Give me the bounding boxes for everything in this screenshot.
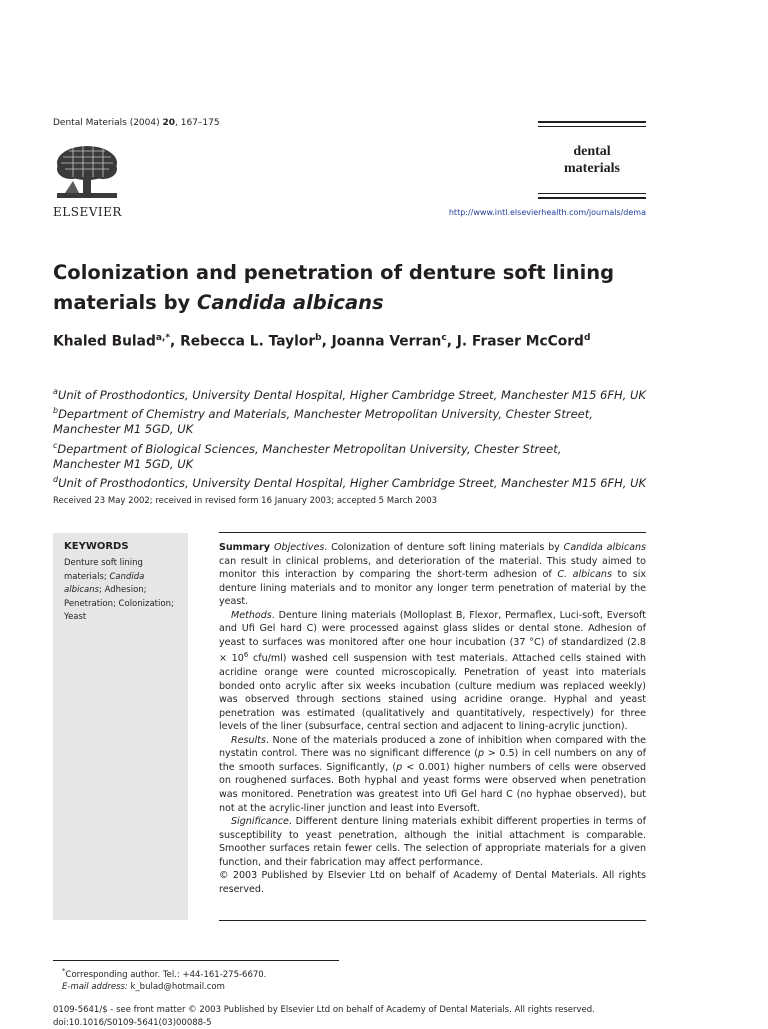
abstract-objectives: Summary Objectives. Colonization of denture soft lining materials by Candida albicans can result in clinical problems, and deterioration of the material. This study aimed to monitor this interaction by comparing the short-term adhesion of C. albicans to six denture lining materials and to monitor any longer term penetration of material by the yeast. — [219, 541, 646, 609]
publisher-logo — [53, 143, 125, 219]
footnote-rule — [53, 960, 339, 961]
brand-rule-top — [538, 121, 646, 123]
author-name: Khaled Bulad — [53, 334, 156, 350]
journal-citation: Dental Materials (2004) 20, 167–175 — [53, 118, 220, 128]
abstract-rule-top — [219, 532, 646, 533]
journal-name: dental materials — [538, 143, 646, 177]
abstract-significance: Significance. Different denture lining materials exhibit different properties in terms of susceptibility to yeast penetration, although the initial attachment is comparable. Smoother surfaces retain fewer cells. The selection of appropriate materials for a given function, and their fabrication may affect performance. — [219, 815, 646, 869]
author-name: J. Fraser McCord — [457, 334, 584, 350]
affiliation: $^a$Unit of Prosthodontics, University Dental Hospital, Higher Cambridge Street, Manchester M15 6FH, UK — [53, 384, 693, 403]
abstract-methods: Methods. Denture lining materials (Molloplast B, Flexor, Permaflex, Luci-soft, Eversoft and Ufi Gel hard C) were processed against glass slides or dental stone. Adhesion of yeast to surfaces was monitored after one hour incubation (37 °C) of standardized ($2.8 \times 10^6$ cfu/ml) washed cell suspension with test materials. Attached cells stained with acridine orange were counted microscopically. Penetration of yeast into materials bonded onto acrylic after six weeks incubation (culture medium was replaced weekly) was observed through sections stained using acridine orange. Hyphal and yeast penetration was estimated (qualitatively and quantitatively, respectively) for three levels of the liner (subsurface, central section and adjacent to lining-acrylic junction). — [219, 609, 646, 734]
author-name: Joanna Verran — [332, 334, 442, 350]
keywords-list: Denture soft lining materials; Candida albicans; Adhesion; Penetration; Colonization; Yeast — [64, 557, 182, 625]
brand-rule-top-thin — [538, 126, 646, 127]
received-dates: Received 23 May 2002; received in revised form 16 January 2003; accepted 5 March 2003 — [53, 496, 437, 506]
author-list: Khaled Bulad$^{a,*}$, Rebecca L. Taylor$^b$, Joanna Verran$^c$, J. Fraser McCord$^d$ — [53, 333, 590, 350]
abstract — [219, 541, 646, 896]
email-note: E-mail address: k_bulad@hotmail.com — [62, 981, 266, 994]
doi[interactable]: doi:10.1016/S0109-5641(03)00088-5 — [53, 1017, 595, 1029]
author-name: Rebecca L. Taylor — [180, 334, 315, 350]
front-matter: 0109-5641/$ - see front matter © 2003 Published by Elsevier Ltd on behalf of Academy of Dental Materials. All rights reserved. doi:10.1016/S0109-5641(03)00088-5 — [53, 1004, 595, 1029]
abstract-copyright: © 2003 Published by Elsevier Ltd on behalf of Academy of Dental Materials. All rights reserved. — [219, 869, 646, 896]
affiliation: $^c$Department of Biological Sciences, Manchester Metropolitan University, Chester Street, Manchester M1 5GD, UK — [53, 438, 693, 472]
elsevier-tree-logo — [53, 143, 121, 203]
keywords-box — [53, 533, 188, 920]
corresponding-author-note: *Corresponding author. Tel.: +44-161-275-6670. — [62, 965, 266, 981]
elsevier-wordmark: ELSEVIER — [53, 205, 125, 219]
article-title: Colonization and penetration of denture soft lining materials by Candida albicans — [53, 258, 673, 318]
abstract-results: Results. None of the materials produced a zone of inhibition when compared with the nystatin control. There was no significant difference (p > 0.5) in cell numbers on any of the smooth surfaces. Significantly, (p < 0.001) higher numbers of cells were observed on roughened surfaces. Both hyphal and yeast forms were observed when penetration was monitored. Penetration was greatest into Ufi Gel hard C (no hyphae observed), but not at the acrylic-liner junction and least into Eversoft. — [219, 734, 646, 815]
footnote — [62, 965, 266, 994]
journal-url-link[interactable]: http://www.intl.elsevierhealth.com/journals/dema — [449, 208, 646, 217]
affiliation: $^d$Unit of Prosthodontics, University Dental Hospital, Higher Cambridge Street, Manchester M15 6FH, UK — [53, 472, 693, 491]
brand-rule-bottom-thin — [538, 193, 646, 194]
abstract-rule-bottom — [219, 920, 646, 921]
keywords-heading: KEYWORDS — [64, 541, 129, 552]
email-link[interactable]: k_bulad@hotmail.com — [128, 982, 225, 992]
affiliations — [53, 384, 693, 491]
affiliation: $^b$Department of Chemistry and Materials, Manchester Metropolitan University, Chester Street, Manchester M1 5GD, UK — [53, 403, 693, 437]
journal-brand — [538, 121, 646, 199]
brand-rule-bottom — [538, 197, 646, 199]
